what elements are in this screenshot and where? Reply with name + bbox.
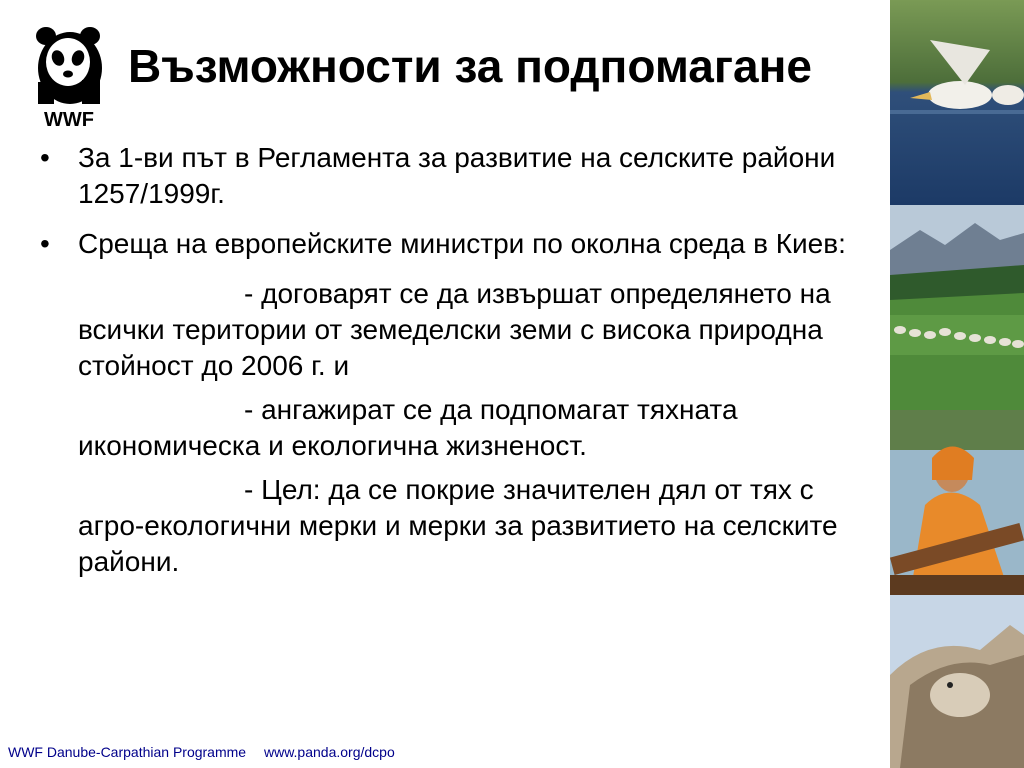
bullet-list (40, 140, 880, 588)
bullet-item (40, 140, 880, 212)
subpoint (40, 392, 880, 464)
bullet-dot: • (40, 228, 50, 259)
wolf-photo (890, 595, 1024, 768)
footer-url[interactable]: www.panda.org/dcpo (263, 744, 395, 760)
footer (8, 744, 409, 760)
subpoint (40, 276, 880, 384)
slide-title: Възможности за подпомагане (128, 40, 812, 92)
bullet-text: За 1-ви път в Регламента за развитие на селските райони 1257/1999г. (78, 142, 836, 209)
subpoint (40, 472, 880, 580)
mountain-sheep-photo (890, 205, 1024, 410)
panda-icon (30, 22, 108, 130)
subpoint-text: - Цел: да се покрие значителен дял от тях с агро-екологични мерки и мерки за развитието на селските райони. (78, 474, 838, 577)
footer-programme: WWF Danube-Carpathian Programme (8, 744, 247, 760)
subpoint-text: - ангажират се да подпомагат тяхната икономическа и екологична жизненост. (78, 394, 738, 461)
fisherman-photo (890, 410, 1024, 595)
subpoint-text: - договарят се да извършат определянето на всички територии от земеделски земи с висока природна стойност до 2006 г. и (78, 278, 831, 381)
wwf-logo (30, 22, 108, 130)
bullet-dot: • (40, 142, 50, 173)
photo-strip (890, 0, 1024, 768)
pelicans-photo (890, 0, 1024, 205)
bullet-text: Среща на европейските министри по околна среда в Киев: (78, 228, 846, 259)
svg-text:WWF: WWF (44, 109, 94, 130)
bullet-item (40, 226, 880, 262)
